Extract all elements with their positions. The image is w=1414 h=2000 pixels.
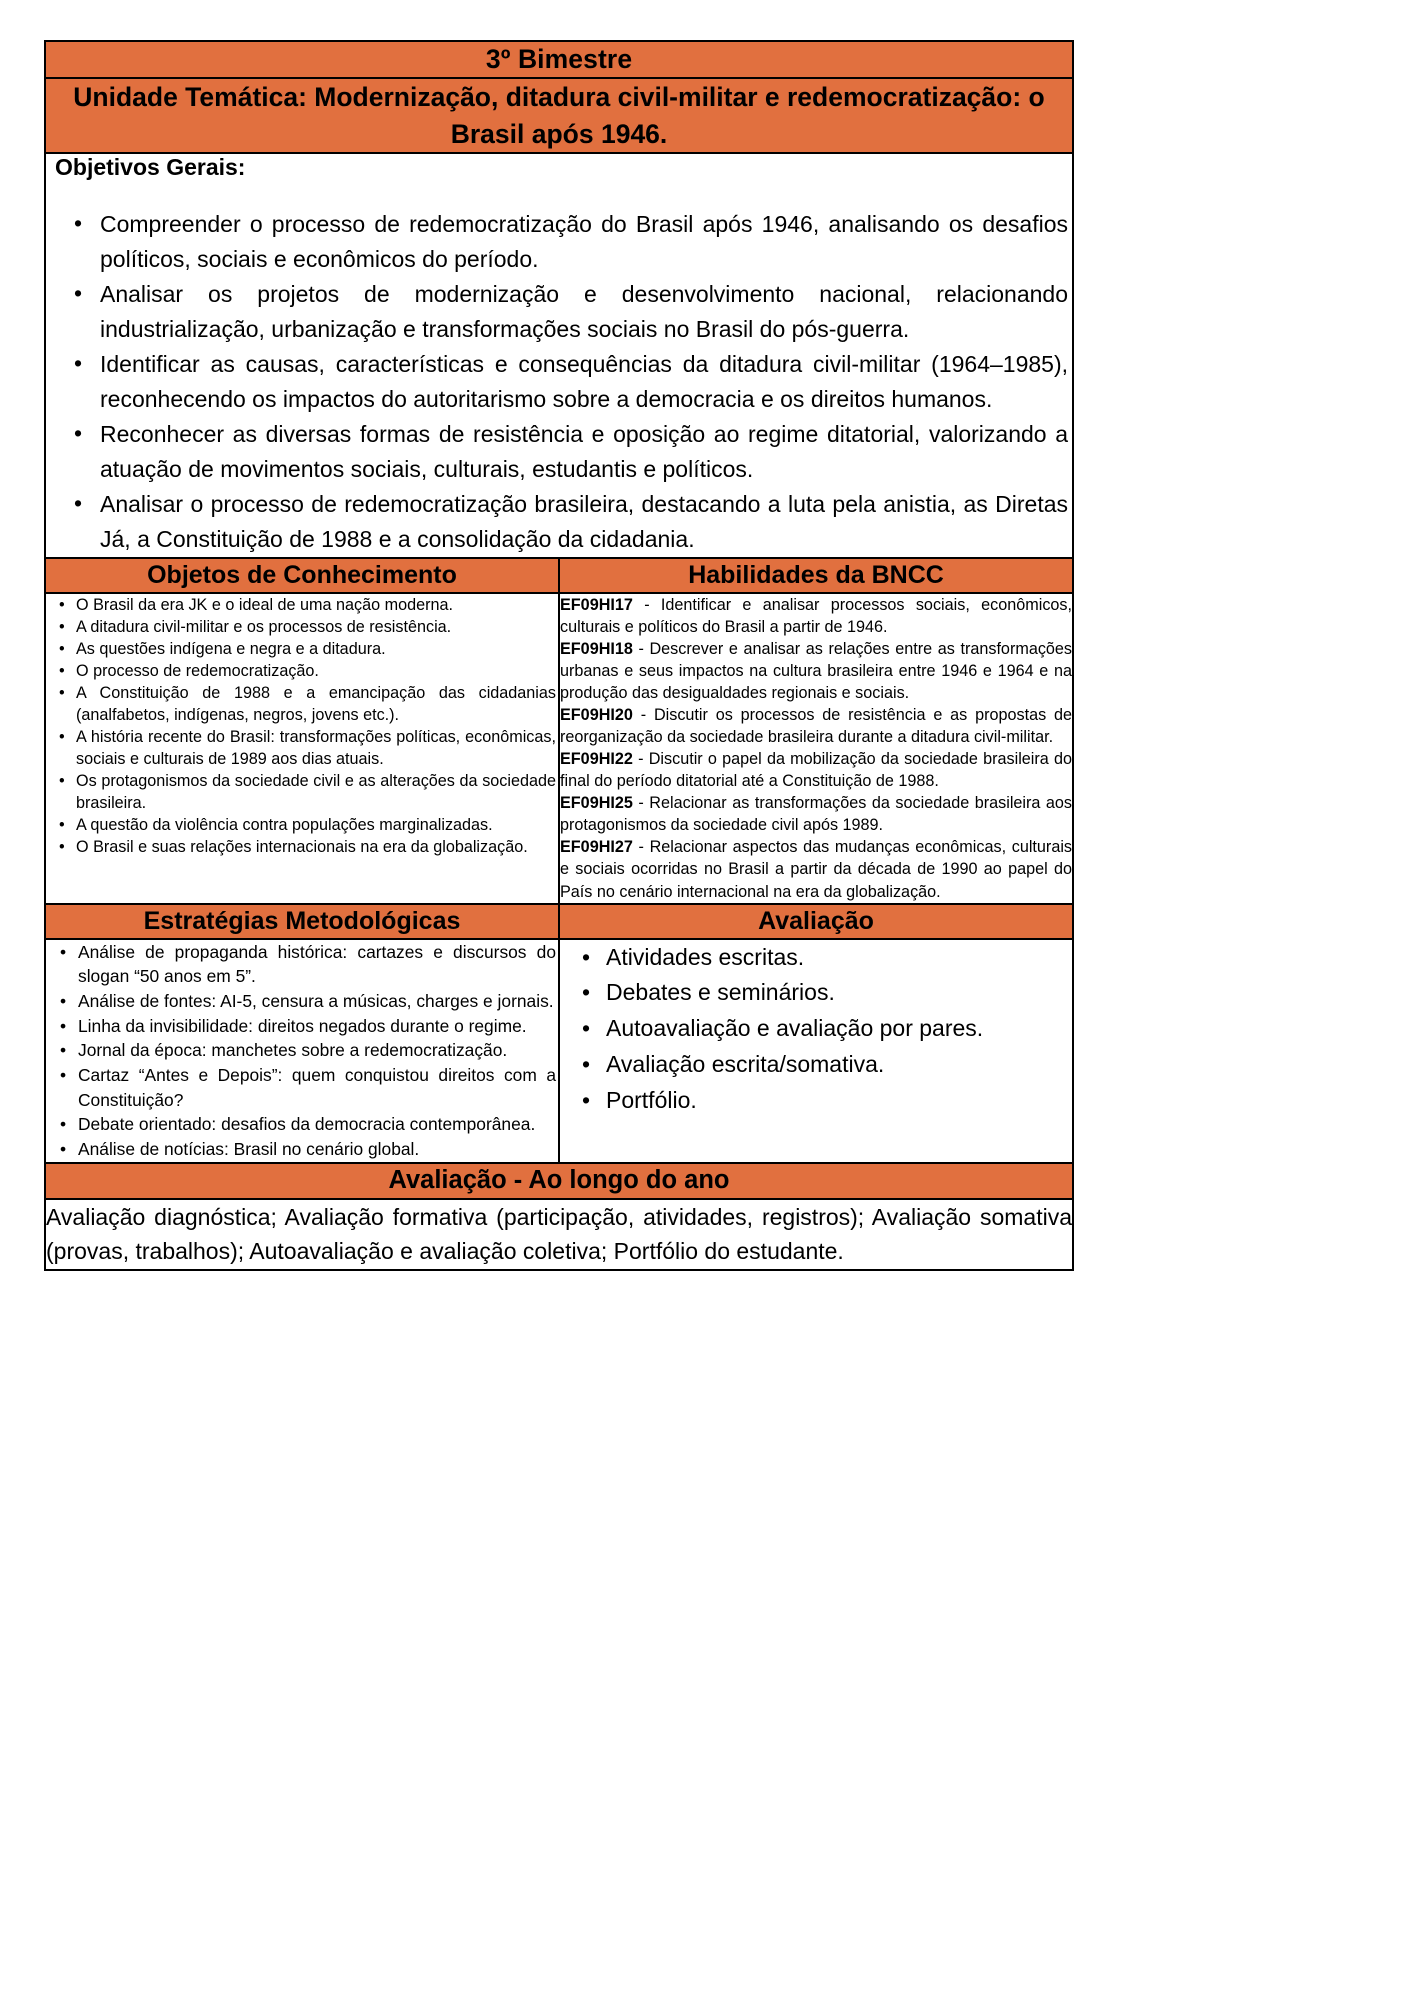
bncc-text: - Relacionar as transformações da sociedade brasileira aos protagonismos da sociedade civil após 1989. bbox=[560, 794, 1073, 835]
list-item: • Análise de propaganda histórica: cartazes e discursos do slogan “50 anos em 5”. bbox=[78, 940, 556, 989]
table-row-bimester bbox=[45, 41, 1073, 78]
lesson-plan-table bbox=[44, 40, 1074, 1271]
methodology-list bbox=[46, 940, 558, 1162]
objectives-list bbox=[46, 207, 1072, 556]
bncc-skill-item bbox=[560, 792, 1072, 836]
knowledge-objects-header: Objetos de Conhecimento bbox=[45, 558, 559, 593]
bncc-code: EF09HI20 bbox=[560, 706, 633, 725]
year-evaluation-header: Avaliação - Ao longo do ano bbox=[45, 1163, 1073, 1199]
list-item: • O processo de redemocratização. bbox=[76, 660, 556, 682]
knowledge-objects-cell bbox=[45, 593, 559, 903]
bncc-code: EF09HI18 bbox=[560, 640, 633, 659]
bncc-skill-item bbox=[560, 594, 1072, 638]
bncc-text: - Identificar e analisar processos sociais, econômicos, culturais e políticos do Brasil a partir de 1946. bbox=[560, 596, 1073, 637]
list-item: • Análise de fontes: AI-5, censura a músicas, charges e jornais. bbox=[78, 989, 556, 1014]
bncc-code: EF09HI17 bbox=[560, 596, 633, 615]
bimester-title: 3º Bimestre bbox=[45, 41, 1073, 78]
thematic-unit-title: Unidade Temática: Modernização, ditadura civil-militar e redemocratização: o Brasil após 1946. bbox=[45, 78, 1073, 153]
list-item: • A história recente do Brasil: transformações políticas, econômicas, sociais e culturais de 1989 aos dias atuais. bbox=[76, 726, 556, 770]
list-item: • Reconhecer as diversas formas de resistência e oposição ao regime ditatorial, valorizando a atuação de movimentos sociais, culturais, estudantis e políticos. bbox=[100, 417, 1068, 486]
bncc-skill-item bbox=[560, 836, 1072, 902]
list-item: • Analisar o processo de redemocratização brasileira, destacando a luta pela anistia, as Diretas Já, a Constituição de 1988 e a consolidação da cidadania. bbox=[100, 487, 1068, 556]
list-item: • A Constituição de 1988 e a emancipação das cidadanias (analfabetos, indígenas, negros, jovens etc.). bbox=[76, 682, 556, 726]
table-row-column-headers bbox=[45, 558, 1073, 593]
year-evaluation-text: Avaliação diagnóstica; Avaliação formativa (participação, atividades, registros); Avaliação somativa (provas, trabalhos); Autoavaliação e avaliação coletiva; Portfólio do estudante. bbox=[46, 1203, 1073, 1265]
list-item: • Debate orientado: desafios da democracia contemporânea. bbox=[78, 1112, 556, 1137]
list-item: • Identificar as causas, características e consequências da ditadura civil-militar (1964–1985), reconhecendo os impactos do autoritarismo sobre a democracia e os direitos humanos. bbox=[100, 347, 1068, 416]
table-row-knowledge-and-skills bbox=[45, 593, 1073, 903]
list-item: • O Brasil e suas relações internacionais na era da globalização. bbox=[76, 836, 556, 858]
evaluation-cell bbox=[559, 939, 1073, 1163]
list-item: • Autoavaliação e avaliação por pares. bbox=[606, 1011, 1070, 1047]
bncc-code: EF09HI27 bbox=[560, 838, 633, 857]
list-item: • Debates e seminários. bbox=[606, 975, 1070, 1011]
table-row-method-and-evaluation bbox=[45, 939, 1073, 1163]
list-item: • Cartaz “Antes e Depois”: quem conquistou direitos com a Constituição? bbox=[78, 1063, 556, 1112]
table-row-year-evaluation-header bbox=[45, 1163, 1073, 1199]
table-row-thematic-unit bbox=[45, 78, 1073, 153]
bncc-skills-header: Habilidades da BNCC bbox=[559, 558, 1073, 593]
methodology-header: Estratégias Metodológicas bbox=[45, 904, 559, 939]
bncc-skill-item bbox=[560, 638, 1072, 704]
objectives-heading: Objetivos Gerais: bbox=[55, 154, 246, 181]
list-item: • Os protagonismos da sociedade civil e as alterações da sociedade brasileira. bbox=[76, 770, 556, 814]
table-row-year-evaluation-body bbox=[45, 1199, 1073, 1270]
list-item: • O Brasil da era JK e o ideal de uma nação moderna. bbox=[76, 594, 556, 616]
table-row-method-headers bbox=[45, 904, 1073, 939]
list-item: • A questão da violência contra populações marginalizadas. bbox=[76, 814, 556, 836]
bncc-skills-cell bbox=[559, 593, 1073, 903]
methodology-cell bbox=[45, 939, 559, 1163]
list-item: • Análise de notícias: Brasil no cenário global. bbox=[78, 1137, 556, 1162]
evaluation-header: Avaliação bbox=[559, 904, 1073, 939]
year-evaluation-cell bbox=[45, 1199, 1073, 1270]
knowledge-objects-list bbox=[46, 594, 558, 858]
bncc-text: - Relacionar aspectos das mudanças econômicas, culturais e sociais ocorridas no Brasil a partir da década de 1990 ao papel do País no cenário internacional na era da globalização. bbox=[560, 838, 1073, 901]
bncc-skill-item bbox=[560, 704, 1072, 748]
list-item: • Linha da invisibilidade: direitos negados durante o regime. bbox=[78, 1014, 556, 1039]
list-item: • Analisar os projetos de modernização e desenvolvimento nacional, relacionando industrialização, urbanização e transformações sociais no Brasil do pós-guerra. bbox=[100, 277, 1068, 346]
list-item: • Compreender o processo de redemocratização do Brasil após 1946, analisando os desafios políticos, sociais e econômicos do período. bbox=[100, 207, 1068, 276]
bncc-text: - Discutir o papel da mobilização da sociedade brasileira do final do período ditatorial até a Constituição de 1988. bbox=[560, 750, 1073, 791]
objectives-cell bbox=[45, 153, 1073, 558]
list-item: • Atividades escritas. bbox=[606, 940, 1070, 976]
list-item: • Jornal da época: manchetes sobre a redemocratização. bbox=[78, 1038, 556, 1063]
list-item: • Avaliação escrita/somativa. bbox=[606, 1047, 1070, 1083]
list-item: • Portfólio. bbox=[606, 1083, 1070, 1119]
bncc-code: EF09HI22 bbox=[560, 750, 633, 769]
bncc-text: - Descrever e analisar as relações entre as transformações urbanas e seus impactos na cultura brasileira entre 1946 e 1964 e na produção das desigualdades regionais e sociais. bbox=[560, 640, 1073, 703]
table-row-objectives bbox=[45, 153, 1073, 558]
bncc-code: EF09HI25 bbox=[560, 794, 633, 813]
bncc-text: - Discutir os processos de resistência e as propostas de reorganização da sociedade brasileira durante a ditadura civil-militar. bbox=[560, 706, 1073, 747]
list-item: • A ditadura civil-militar e os processos de resistência. bbox=[76, 616, 556, 638]
list-item: • As questões indígena e negra e a ditadura. bbox=[76, 638, 556, 660]
evaluation-list bbox=[560, 940, 1072, 1119]
bncc-skill-item bbox=[560, 748, 1072, 792]
